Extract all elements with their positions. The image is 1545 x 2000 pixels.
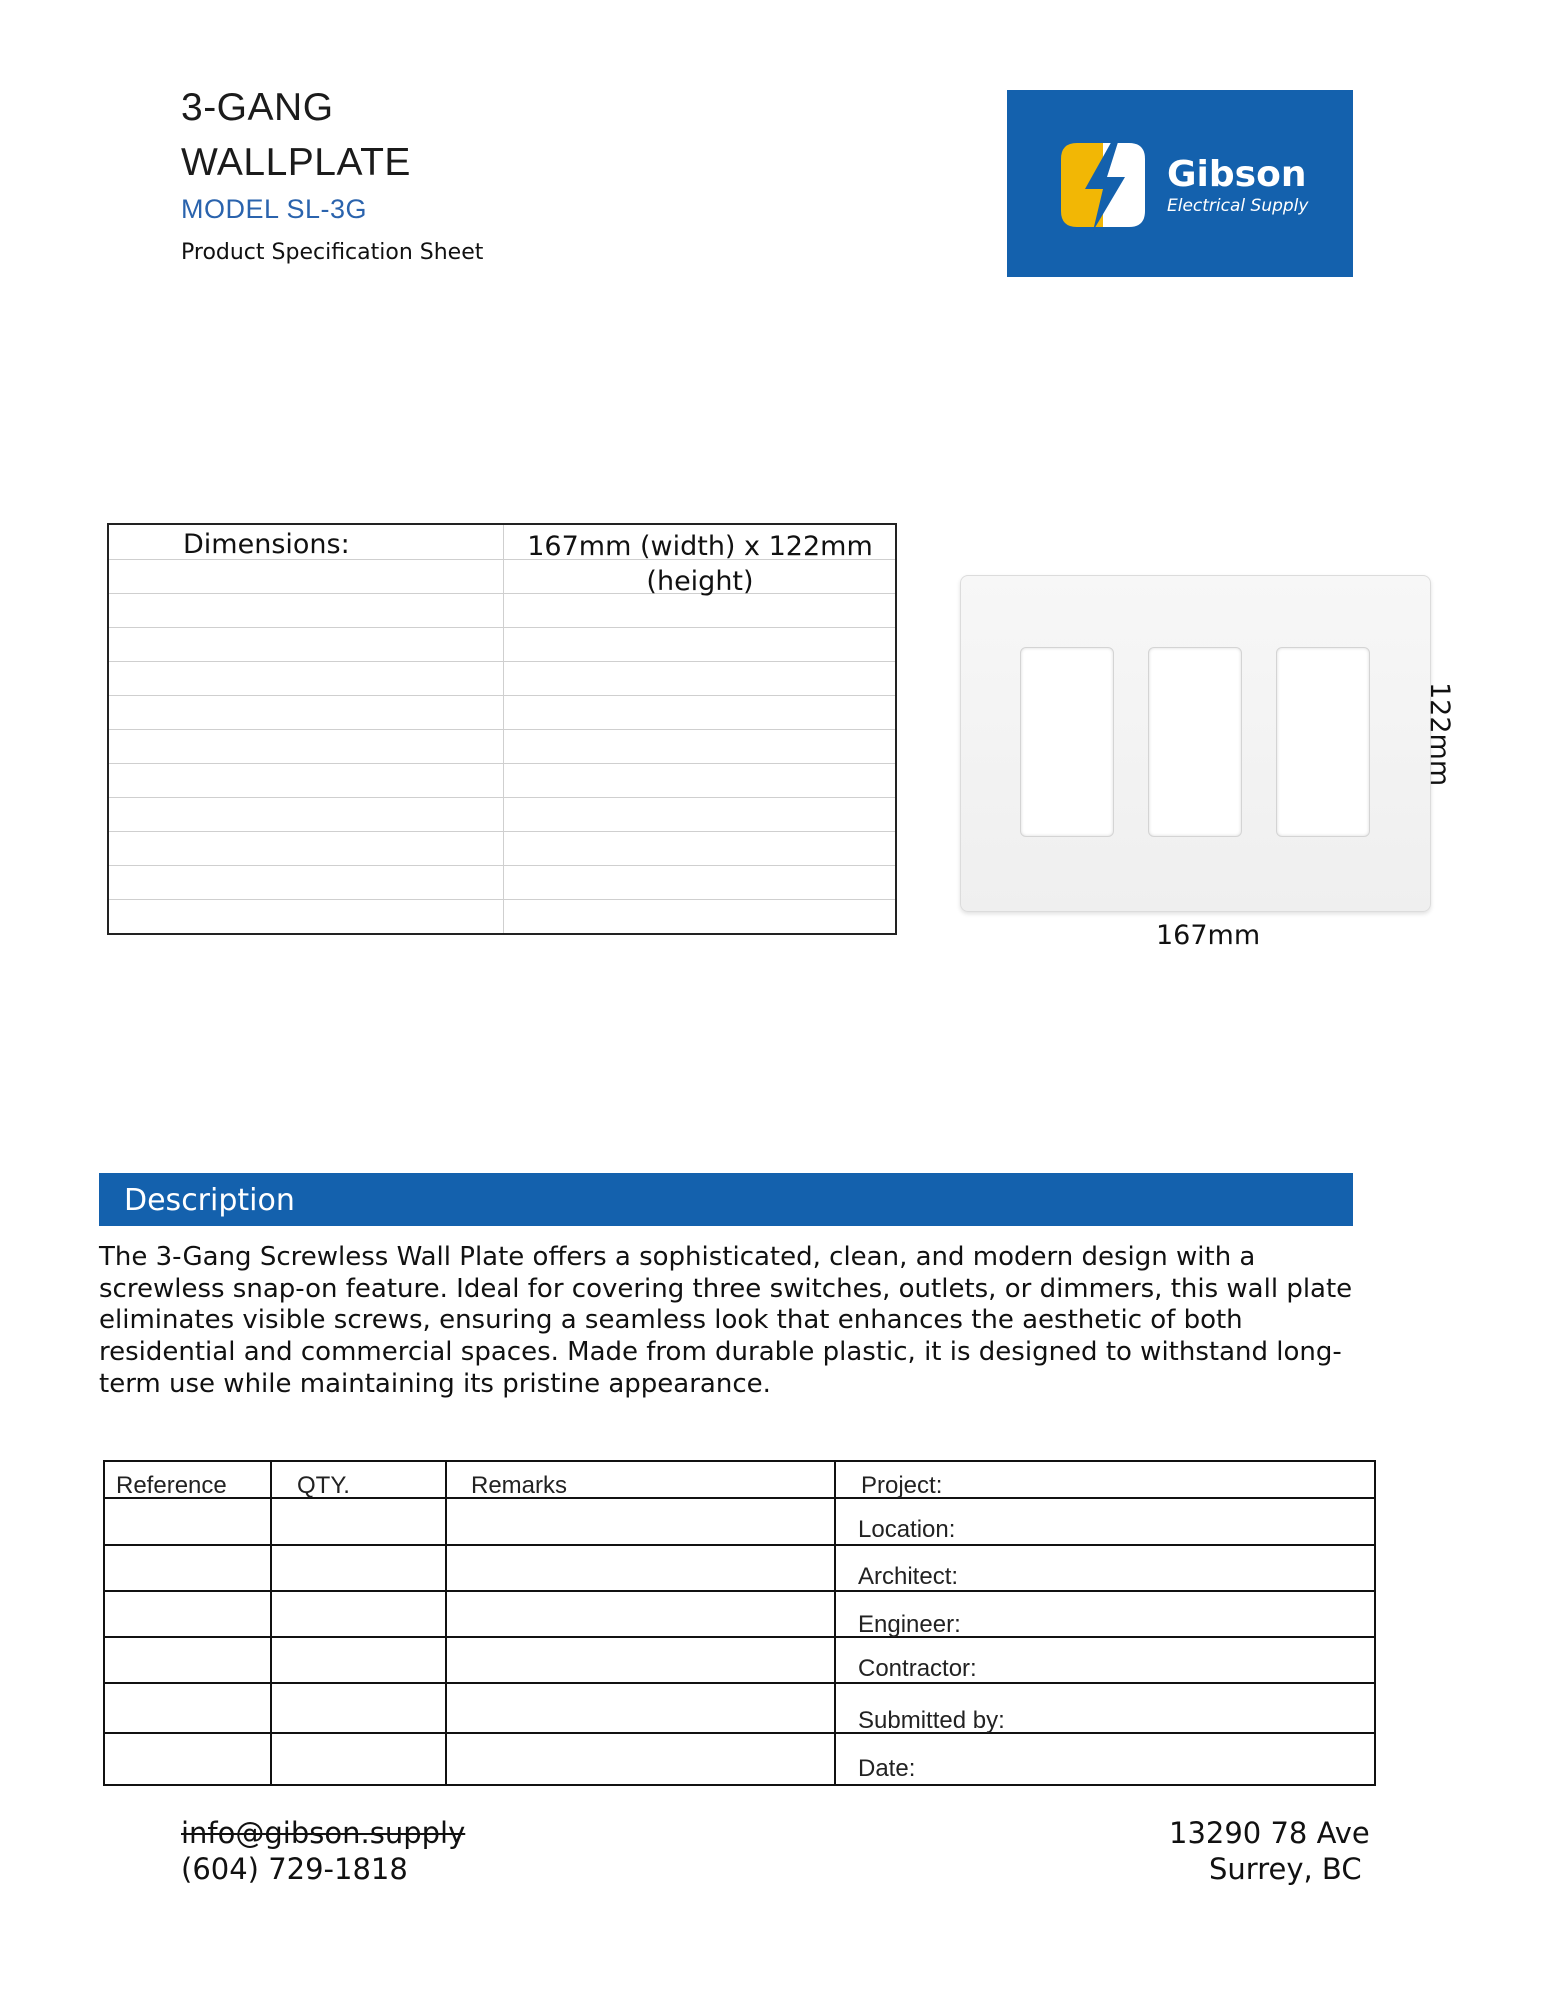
column-header-qty: QTY. [297, 1472, 350, 1499]
table-column-divider [503, 525, 504, 933]
table-row-divider [105, 1682, 1374, 1684]
plate-opening [1020, 647, 1114, 837]
table-row-divider [109, 627, 895, 628]
table-row-divider [105, 1732, 1374, 1734]
description-text: The 3-Gang Screwless Wall Plate offers a sophisticated, clean, and modern design with a screwless snap-on feature. Ideal for covering three switches, outlets, or dimmers, this wall plate eliminates visible screws, ensuring a seamless look that enhances the aesthetic of both residential and commercial spaces. Made from durable plastic, it is designed to withstand long-term use while maintaining its pristine appearance. [99, 1242, 1353, 1399]
column-header-reference: Reference [116, 1472, 227, 1499]
description-heading: Description [124, 1183, 295, 1218]
plate-opening [1148, 647, 1242, 837]
table-row-divider [105, 1497, 1374, 1499]
contact-phone: (604) 729-1818 [181, 1852, 408, 1886]
table-row-divider [109, 899, 895, 900]
document-subtitle: Product Specification Sheet [181, 240, 484, 265]
table-row-divider [105, 1590, 1374, 1592]
address-line-1: 13290 78 Ave [1169, 1816, 1370, 1850]
table-row-divider [109, 695, 895, 696]
table-column-divider [445, 1462, 447, 1784]
table-row-divider [105, 1544, 1374, 1546]
table-row-divider [109, 797, 895, 798]
table-row-divider [109, 763, 895, 764]
field-location: Location: [858, 1516, 956, 1543]
field-submitted-by: Submitted by: [858, 1707, 1005, 1734]
product-title-line-2: WALLPLATE [181, 141, 411, 184]
table-row-divider [109, 865, 895, 866]
dimensions-label: Dimensions: [183, 529, 350, 560]
plate-opening [1276, 647, 1370, 837]
lightning-bolt-icon [1053, 135, 1153, 235]
logo-tagline: Electrical Supply [1167, 196, 1309, 216]
column-header-remarks: Remarks [471, 1472, 568, 1499]
contact-email[interactable]: info@gibson.supply [181, 1816, 466, 1850]
field-contractor: Contractor: [858, 1655, 977, 1682]
field-architect: Architect: [858, 1563, 959, 1590]
table-row-divider [109, 661, 895, 662]
width-dimension-label: 167mm [1156, 920, 1261, 951]
table-row-divider [109, 831, 895, 832]
logo-name: Gibson [1167, 154, 1307, 195]
product-title-line-1: 3-GANG [181, 86, 334, 129]
field-project: Project: [861, 1472, 943, 1499]
table-row-divider [105, 1636, 1374, 1638]
specifications-table [107, 523, 897, 935]
table-row-divider [109, 729, 895, 730]
model-number: MODEL SL-3G [181, 194, 368, 224]
table-column-divider [270, 1462, 272, 1784]
field-engineer: Engineer: [858, 1611, 961, 1638]
company-logo [1007, 90, 1353, 277]
dimensions-value: 167mm (width) x 122mm (height) [527, 531, 873, 597]
address-line-2: Surrey, BC [1209, 1852, 1362, 1886]
table-column-divider [834, 1462, 836, 1784]
submittal-table [103, 1460, 1376, 1786]
wallplate-image [960, 575, 1431, 912]
field-date: Date: [858, 1755, 916, 1782]
height-dimension-label: 122mm [1424, 682, 1455, 787]
description-header-bar [99, 1173, 1353, 1226]
